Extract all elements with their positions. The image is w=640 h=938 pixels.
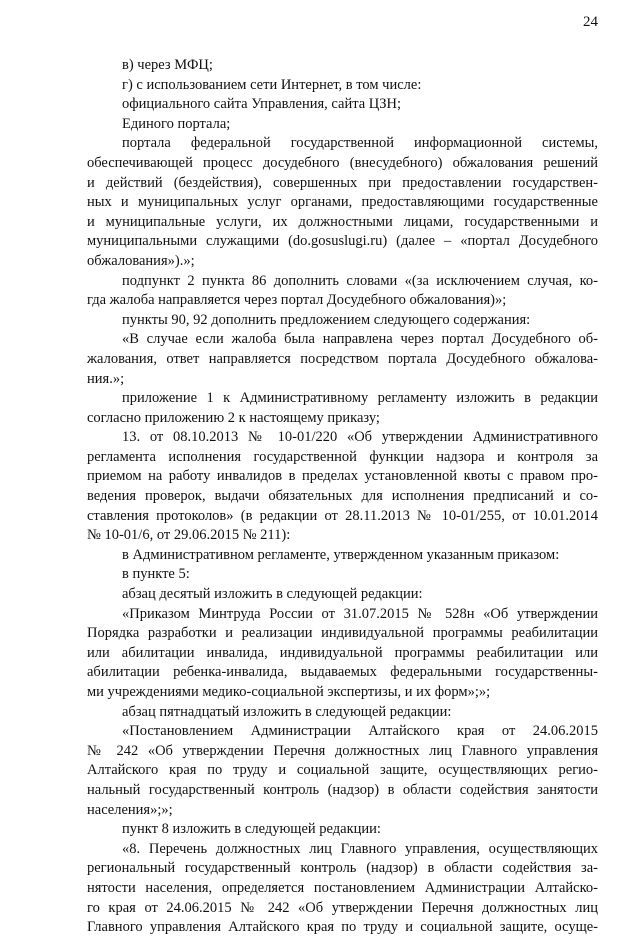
text-line: «Приказом Минтруда России от 31.07.2015 № 528н «Об утверждении	[122, 605, 598, 622]
text-line: № 10-01/6, от 29.06.2015 № 211):	[87, 527, 291, 544]
text-line: г) с использованием сети Интернет, в том числе:	[122, 76, 422, 93]
text-line: ставления протоколов» (в редакции от 28.11.2013 № 10-01/255, от 10.01.2014	[87, 507, 598, 524]
text-line: или абилитации инвалида, индивидуальной программы реабилитации или	[87, 644, 598, 661]
text-line: ных и муниципальных услуг органами, предоставляющими государственные	[87, 194, 598, 211]
text-line: гда жалоба направляется через портал Досудебного обжалования)»;	[87, 292, 507, 309]
text-line: абзац десятый изложить в следующей редакции:	[122, 586, 423, 603]
text-line: «В случае если жалоба была направлена через портал Досудебного об-	[122, 331, 598, 348]
text-line: приемом на работу инвалидов в пределах установленной квоты с правом про-	[87, 468, 598, 485]
text-line: приложение 1 к Административному регламенту изложить в редакции	[122, 390, 598, 407]
text-line: нальный государственный контроль (надзор) в области содействия занятости	[87, 781, 598, 798]
text-line: муниципальными служащими (do.gosuslugi.ru) (далее – «портал Досудебного	[87, 233, 598, 250]
text-line: обеспечивающей процесс досудебного (внесудебного) обжалования решений	[87, 154, 598, 171]
text-line: населения»;»;	[87, 801, 173, 818]
document-body	[87, 56, 598, 938]
text-line: Единого портала;	[122, 115, 231, 132]
text-line: «8. Перечень должностных лиц Главного управления, осуществляющих	[122, 840, 598, 857]
text-line: официального сайта Управления, сайта ЦЗН;	[122, 96, 402, 113]
text-line: ми учреждениями медико-социальной экспертизы, и их форм»;»;	[87, 684, 491, 700]
text-line: го края от 24.06.2015 № 242 «Об утверждении Перечня должностных лиц	[87, 899, 598, 916]
text-line: и действий (бездействия), совершенных при предоставлении государствен-	[87, 174, 598, 191]
text-line: согласно приложению 2 к настоящему приказу;	[87, 409, 380, 426]
text-line: ведения проверок, выдачи обязательных для исполнения предписаний и со-	[87, 488, 598, 505]
text-line: Порядка разработки и реализации индивидуальной программы реабилитации	[87, 625, 598, 642]
text-line: в пункте 5:	[122, 566, 190, 583]
text-line: жалования, ответ направляется посредством портала Досудебного обжалова-	[87, 350, 598, 367]
text-line: пункты 90, 92 дополнить предложением следующего содержания:	[122, 311, 531, 328]
text-line: подпункт 2 пункта 86 дополнить словами «(за исключением случая, ко-	[122, 272, 598, 289]
text-line: пункт 8 изложить в следующей редакции:	[122, 821, 381, 838]
text-line: абилитации ребенка-инвалида, выдаваемых федеральными государственны-	[87, 664, 598, 681]
text-line: в Административном регламенте, утвержденном указанным приказом:	[122, 546, 560, 563]
text-line: в) через МФЦ;	[122, 57, 213, 73]
text-line: региональный государственный контроль (надзор) в области содействия за-	[87, 860, 598, 877]
text-line: ния.»;	[87, 370, 125, 387]
text-line: и муниципальные услуги, их должностными лицами, государственными и	[87, 213, 598, 230]
text-line: № 242 «Об утверждении Перечня должностных лиц Главного управления	[87, 742, 598, 759]
text-line: абзац пятнадцатый изложить в следующей редакции:	[122, 703, 452, 720]
text-line: 13. от 08.10.2013 № 10-01/220 «Об утверждении Административного	[122, 429, 598, 446]
text-line: Алтайского края по труду и социальной защите, осуществляющих регио-	[87, 762, 598, 779]
page-number: 24	[583, 14, 598, 30]
text-line: обжалования»).»;	[87, 252, 195, 269]
text-line: «Постановлением Администрации Алтайского края от 24.06.2015	[122, 723, 598, 740]
text-line: регламента исполнения государственной функции надзора и контроля за	[87, 448, 598, 465]
text-line: нятости населения, определяется постановлением Администрации Алтайско-	[87, 879, 598, 896]
text-line: Главного управления Алтайского края по труду и социальной защите, осуще-	[87, 919, 598, 936]
text-line: портала федеральной государственной информационной системы,	[122, 135, 598, 152]
